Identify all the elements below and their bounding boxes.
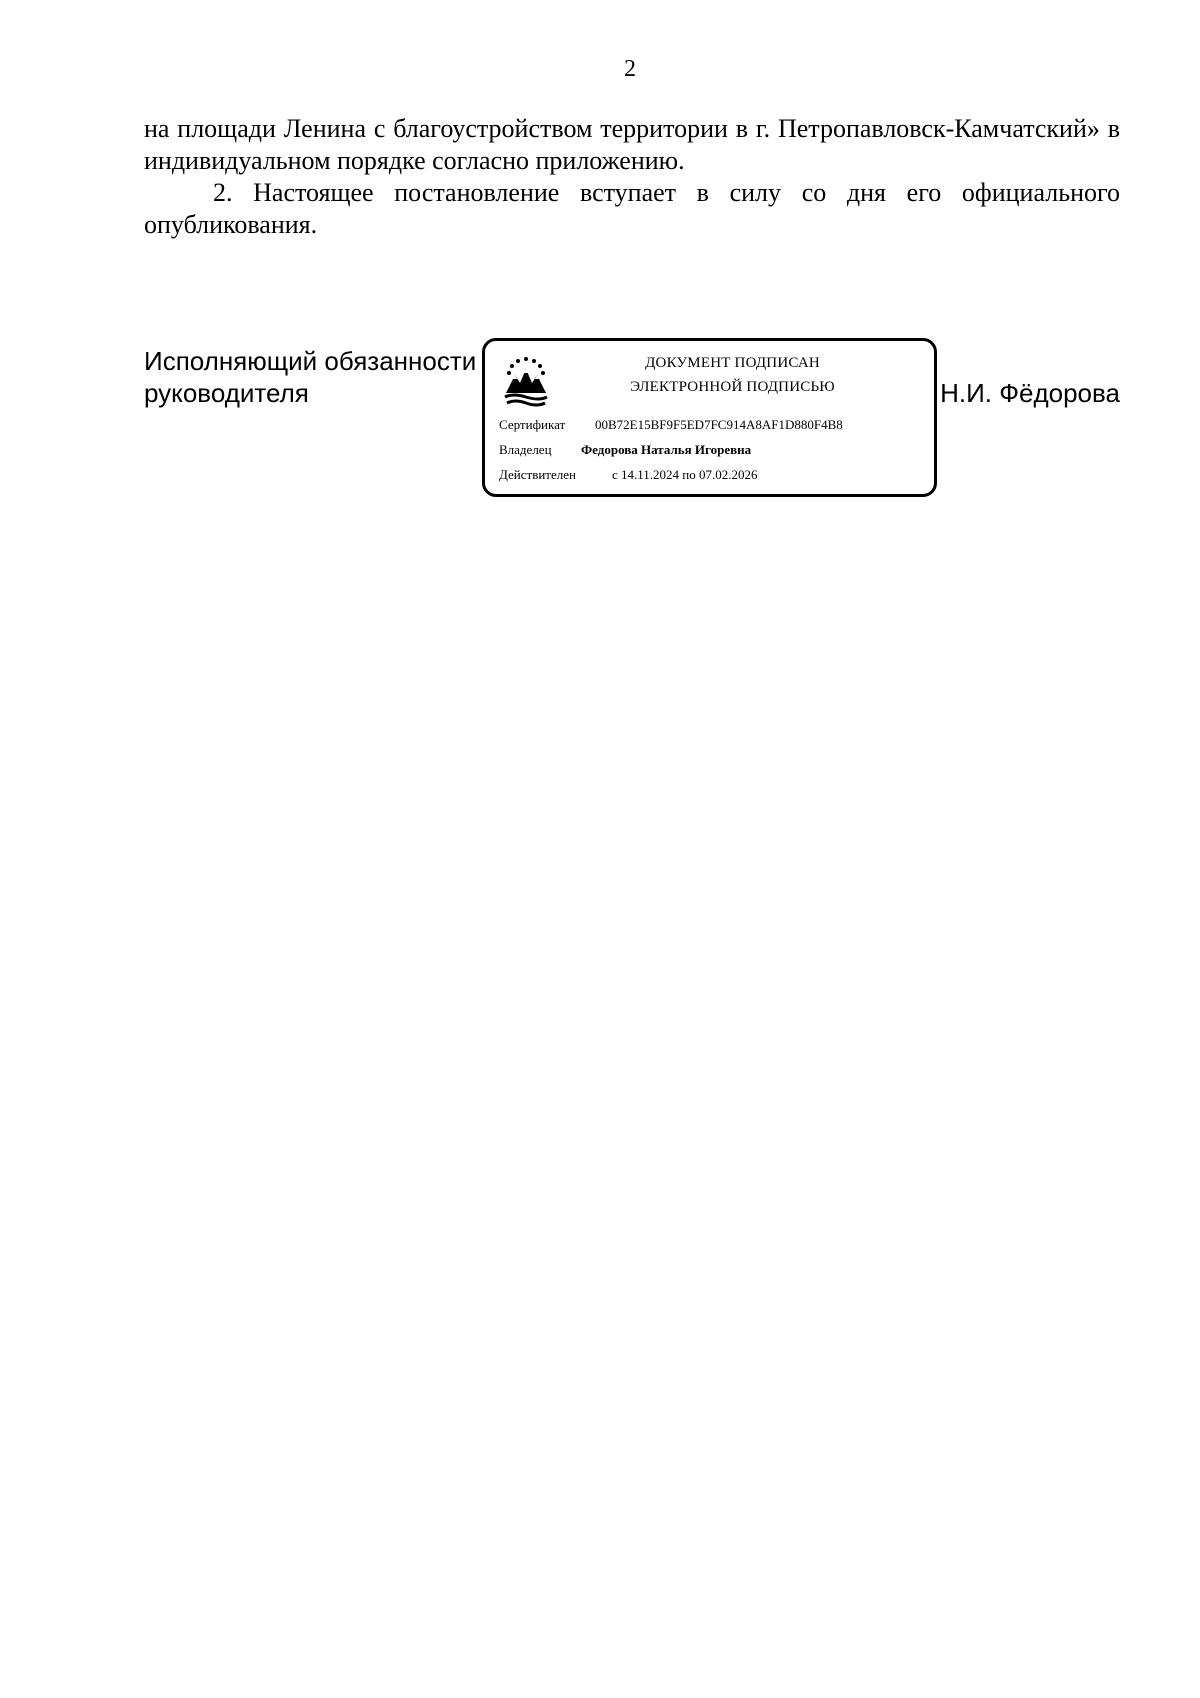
stamp-header-line-2: ЭЛЕКТРОННОЙ ПОДПИСЬЮ [630,379,835,395]
signer-title-line-1: Исполняющий обязанности [144,346,477,376]
stamp-owner-row [499,441,751,459]
page-number: 2 [624,56,636,82]
document-body [144,113,1120,241]
signer-title-line-2: руководителя [144,378,309,408]
stamp-header [555,351,910,399]
validity-value: с 14.11.2024 по 07.02.2026 [612,467,758,482]
stamp-validity-row [499,466,758,484]
owner-value: Федорова Наталья Игоревна [581,442,752,457]
validity-label: Действителен [499,467,576,482]
signer-name: Н.И. Фёдорова [940,378,1120,408]
paragraph-2: 2. Настоящее постановление вступает в силу со дня его официального опубликования. [144,178,1120,239]
stamp-header-line-1: ДОКУМЕНТ ПОДПИСАН [645,355,820,371]
kamchatka-coat-of-arms-icon [501,353,551,407]
certificate-label: Сертификат [499,417,566,432]
stamp-certificate-row [499,416,843,434]
signer-title [144,345,476,409]
owner-label: Владелец [499,442,552,457]
paragraph-1: на площади Ленина с благоустройством территории в г. Петропавловск-Камчатский» в индивидуальном порядке согласно приложению. [144,114,1120,175]
electronic-signature-stamp [482,338,937,497]
certificate-value: 00B72E15BF9F5ED7FC914A8AF1D880F4B8 [595,417,843,432]
